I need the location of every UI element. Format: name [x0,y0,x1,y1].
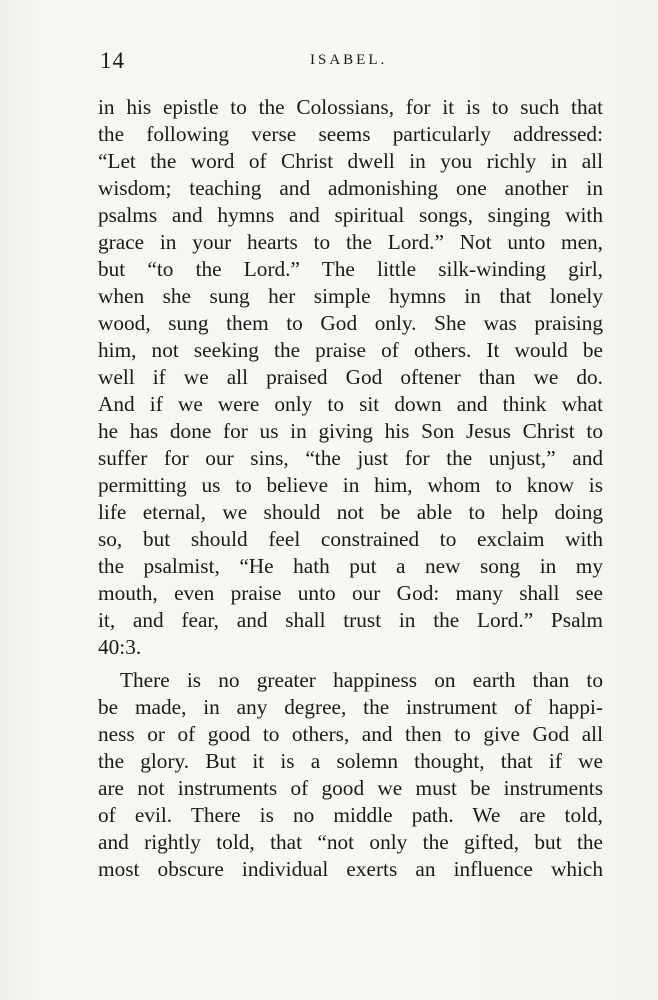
text-line: wisdom; teaching and admonishing one another in [98,176,603,200]
text-line: “Let the word of Christ dwell in you richly in all [98,149,603,173]
text-line: wood, sung them to God only. She was praising [98,311,603,335]
text-line: mouth, even praise unto our God: many shall see [98,581,603,605]
text-line: so, but should feel constrained to exclaim with [98,527,603,551]
text-line: ness or of good to others, and then to give God all [98,722,603,746]
text-line: the following verse seems particularly addressed: [98,122,603,146]
text-line: 40:3. [98,635,142,659]
text-line: There is no greater happiness on earth than to [120,668,603,692]
text-line: most obscure individual exerts an influence which [98,857,603,881]
text-line: it, and fear, and shall trust in the Lord.” Psalm [98,608,603,632]
text-line: be made, in any degree, the instrument of happi- [98,695,603,719]
page-header [100,48,600,78]
body-text [98,94,603,883]
text-line: but “to the Lord.” The little silk-winding girl, [98,257,603,281]
text-line: life eternal, we should not be able to help doing [98,500,603,524]
running-head: ISABEL. [310,52,388,68]
paragraph-2 [98,667,603,883]
text-line: in his epistle to the Colossians, for it is to such that [98,95,603,119]
text-line: well if we all praised God oftener than we do. [98,365,603,389]
text-line: when she sung her simple hymns in that lonely [98,284,603,308]
text-line: he has done for us in giving his Son Jesus Christ to [98,419,603,443]
text-line: grace in your hearts to the Lord.” Not unto men, [98,230,603,254]
text-line: permitting us to believe in him, whom to know is [98,473,603,497]
text-line: are not instruments of good we must be instruments [98,776,603,800]
text-line: psalms and hymns and spiritual songs, singing with [98,203,603,227]
text-line: And if we were only to sit down and think what [98,392,603,416]
page-number: 14 [100,48,125,73]
text-line: the psalmist, “He hath put a new song in my [98,554,603,578]
text-line: of evil. There is no middle path. We are told, [98,803,603,827]
text-line: suffer for our sins, “the just for the unjust,” and [98,446,603,470]
paragraph-1 [98,94,603,661]
text-line: him, not seeking the praise of others. It would be [98,338,603,362]
text-line: and rightly told, that “not only the gifted, but the [98,830,603,854]
text-line: the glory. But it is a solemn thought, that if we [98,749,603,773]
